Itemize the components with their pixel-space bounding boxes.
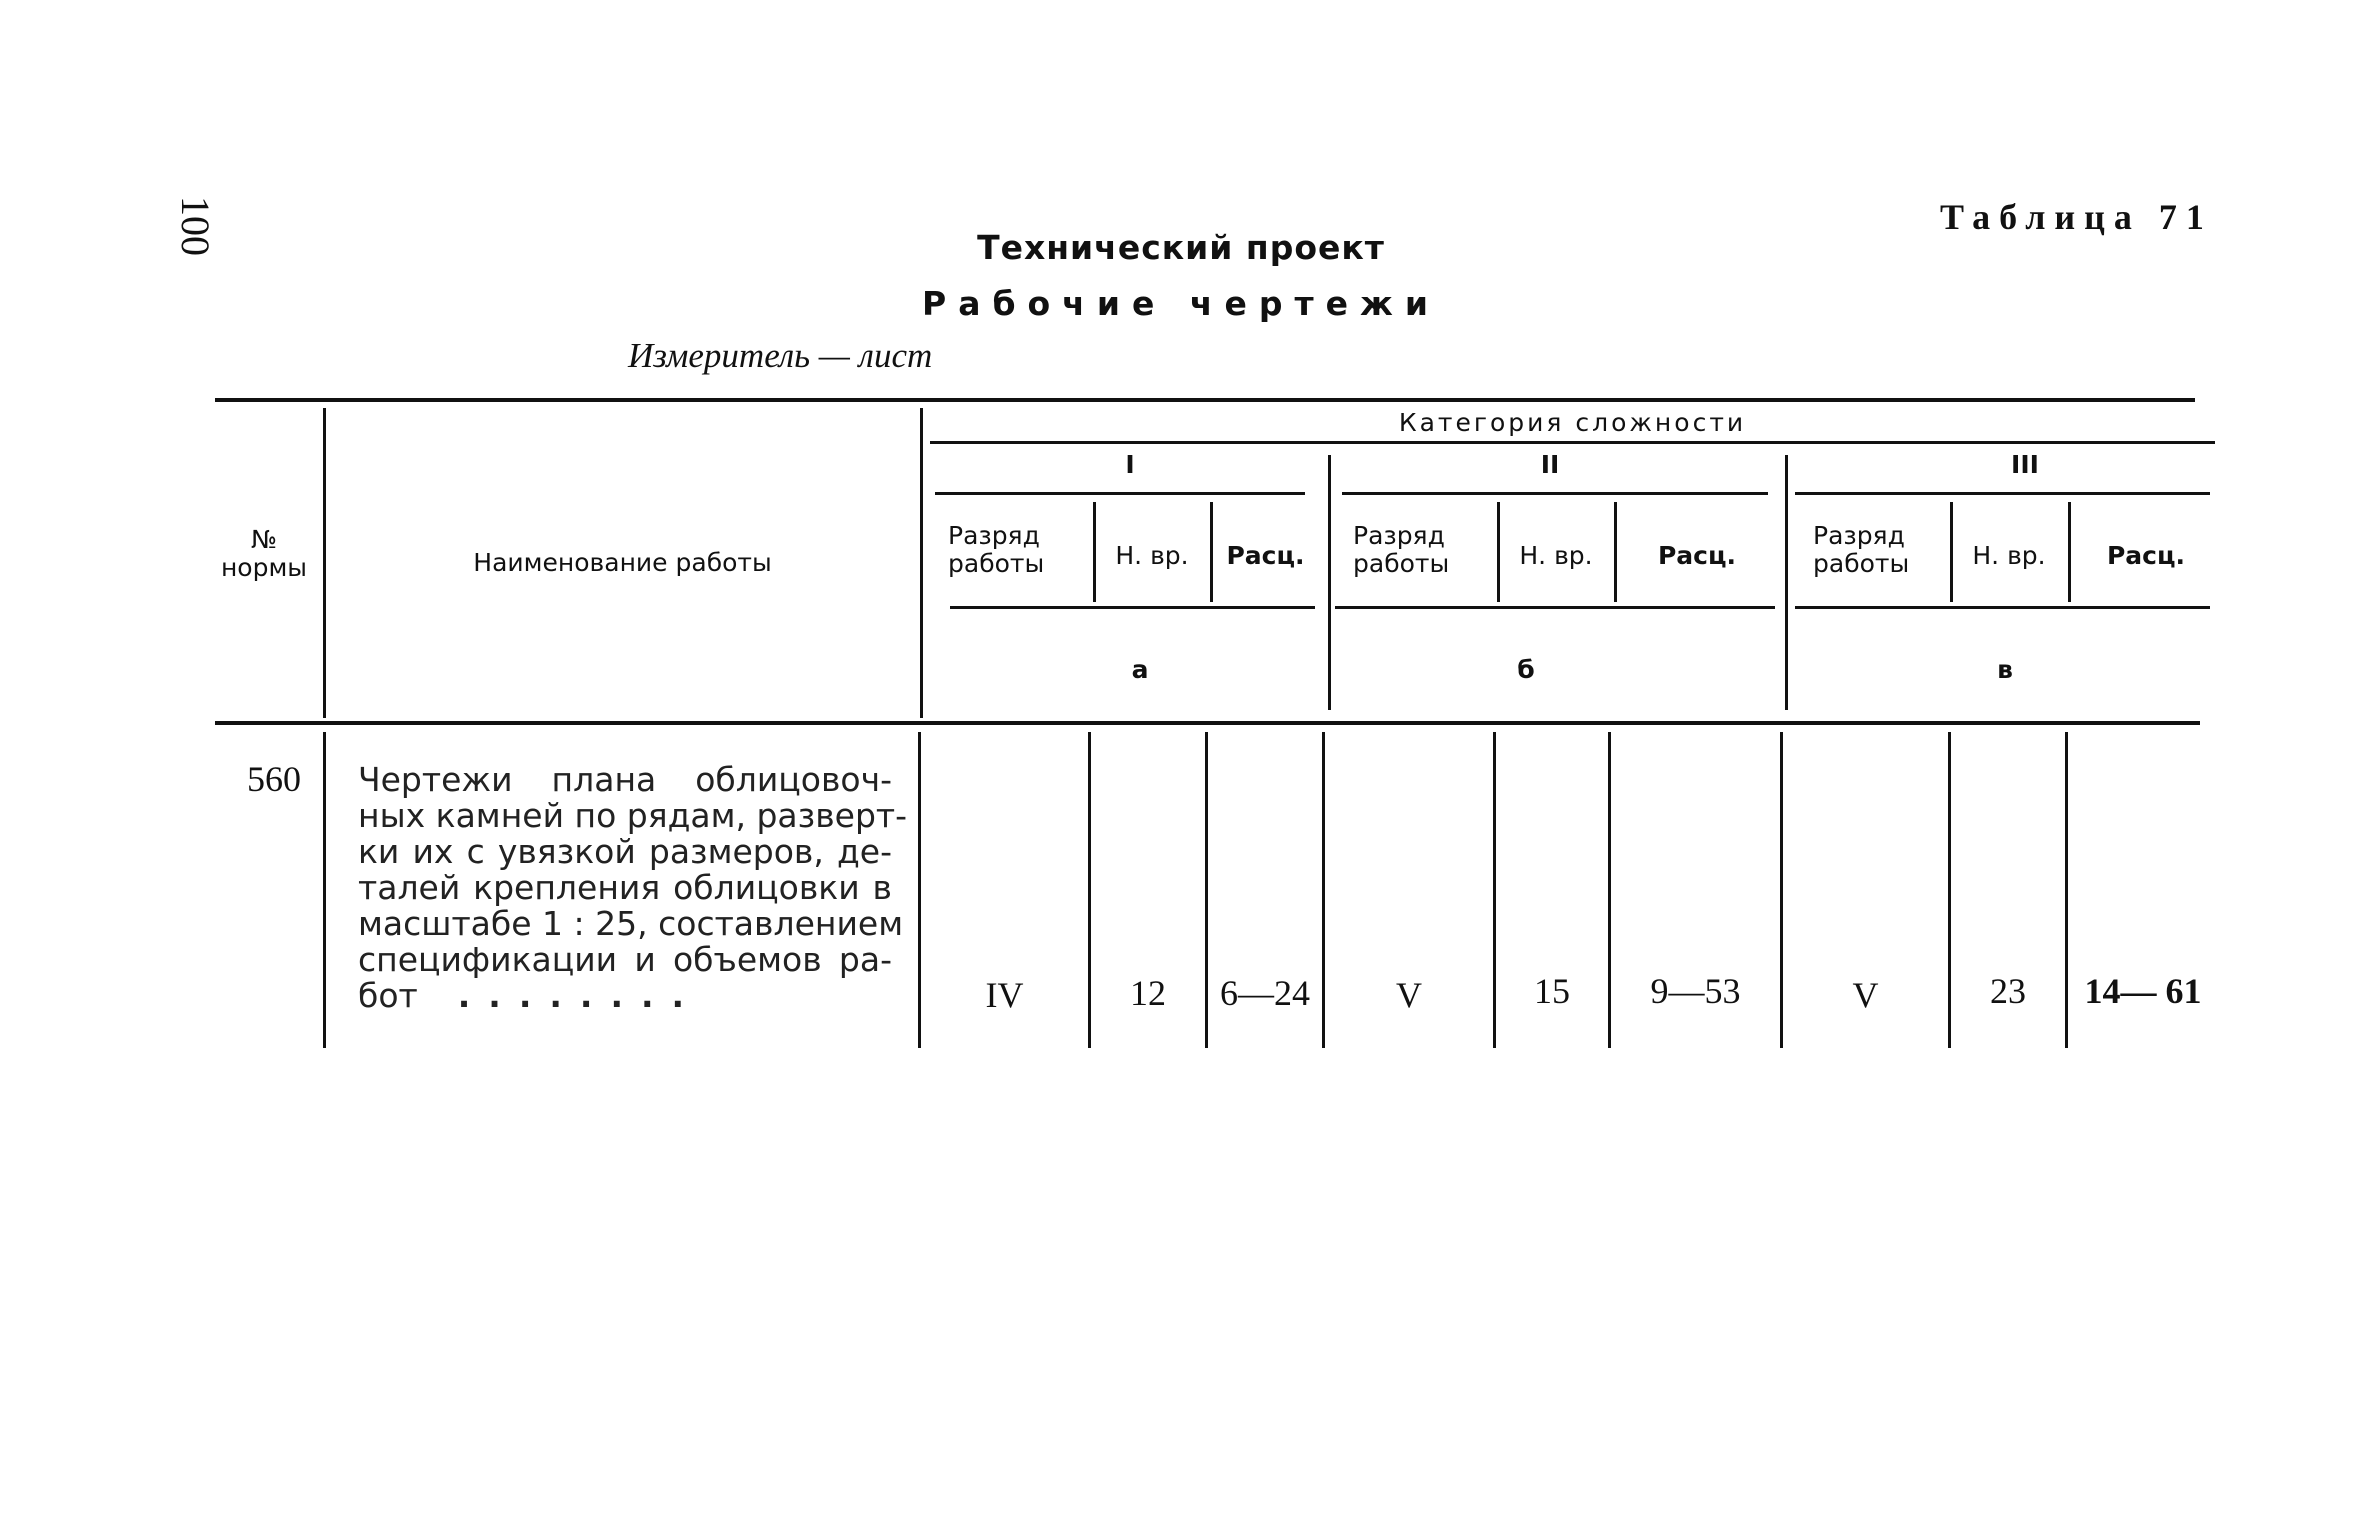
description-line: талей крепления облицовки в [358, 868, 892, 907]
time-value: 15 [1534, 971, 1570, 1011]
description-last-word: бот [358, 976, 418, 1015]
section-title: Технический проект [977, 228, 1385, 267]
subhead-rule-3 [1795, 606, 2210, 609]
group-i-letter: а [1131, 655, 1149, 684]
header-divider [1785, 455, 1788, 710]
work-description [358, 760, 908, 1015]
group-iii-label: III [2011, 450, 2039, 479]
rank-header-line2: работы [1353, 549, 1450, 578]
rate-value: 6—24 [1220, 973, 1310, 1013]
leader-dots: ........ [457, 976, 703, 1015]
header-divider [323, 408, 326, 718]
unit-of-measure: Измеритель — лист [628, 336, 933, 375]
rank-header [1813, 522, 1909, 578]
norm-no-symbol: № [250, 525, 277, 554]
time-header: Н. вр. [1519, 541, 1593, 570]
group-i-label: I [1125, 450, 1135, 479]
rate-value: 14— 61 [2084, 971, 2202, 1011]
group-rule-3 [1795, 492, 2210, 495]
complexity-header: Категория сложности [1398, 408, 1747, 437]
group-rule-2 [1342, 492, 1768, 495]
rank-header-line1: Разряд [1813, 521, 1905, 550]
header-divider [920, 408, 923, 718]
header-divider [1328, 455, 1331, 710]
group-rule-1 [935, 492, 1305, 495]
group-ii-letter: б [1517, 655, 1535, 684]
rate-header: Расц. [1657, 541, 1737, 570]
header-bottom-rule [215, 721, 2200, 725]
time-value: 12 [1130, 973, 1166, 1013]
complexity-rule [930, 441, 2215, 444]
rate-header: Расц. [2106, 541, 2186, 570]
subsection-title: Рабочие чертежи [922, 284, 1440, 323]
table-label: Таблица 71 [1940, 197, 2213, 237]
rank-header [1353, 522, 1449, 578]
rate-header: Расц. [1226, 541, 1305, 570]
norm-no-word: нормы [220, 553, 308, 582]
subhead-rule-1 [950, 606, 1315, 609]
rank-header-line1: Разряд [948, 521, 1040, 550]
description-line: спецификации и объемов ра- [358, 940, 892, 979]
rank-header [948, 522, 1044, 578]
description-line: ки их с увязкой размеров, де- [358, 832, 892, 871]
rank-header-line2: работы [1813, 549, 1910, 578]
norm-no-header [210, 526, 318, 582]
page-number: 100 [173, 196, 218, 256]
time-header: Н. вр. [1972, 541, 2046, 570]
group-iii-letter: в [1997, 655, 2013, 684]
description-line-last [358, 978, 892, 1014]
description-line: масштабе 1 : 25, составлением [358, 904, 904, 943]
description-line: Чертежи плана облицовоч- [358, 760, 892, 799]
rank-header-line1: Разряд [1353, 521, 1445, 550]
rank-value: IV [985, 975, 1024, 1015]
time-header: Н. вр. [1115, 541, 1189, 570]
norm-number: 560 [247, 759, 301, 799]
table-top-rule [215, 398, 2195, 402]
rank-value: V [1396, 975, 1422, 1015]
body-divider [323, 732, 326, 1048]
rate-value: 9—53 [1650, 971, 1741, 1011]
group-ii-label: II [1540, 450, 1560, 479]
rank-value: V [1852, 975, 1879, 1015]
time-value: 23 [1990, 971, 2026, 1011]
rank-header-line2: работы [948, 549, 1045, 578]
work-name-header: Наименование работы [473, 548, 772, 577]
description-line: ных камней по рядам, разверт- [358, 796, 908, 835]
subhead-rule-2 [1335, 606, 1775, 609]
